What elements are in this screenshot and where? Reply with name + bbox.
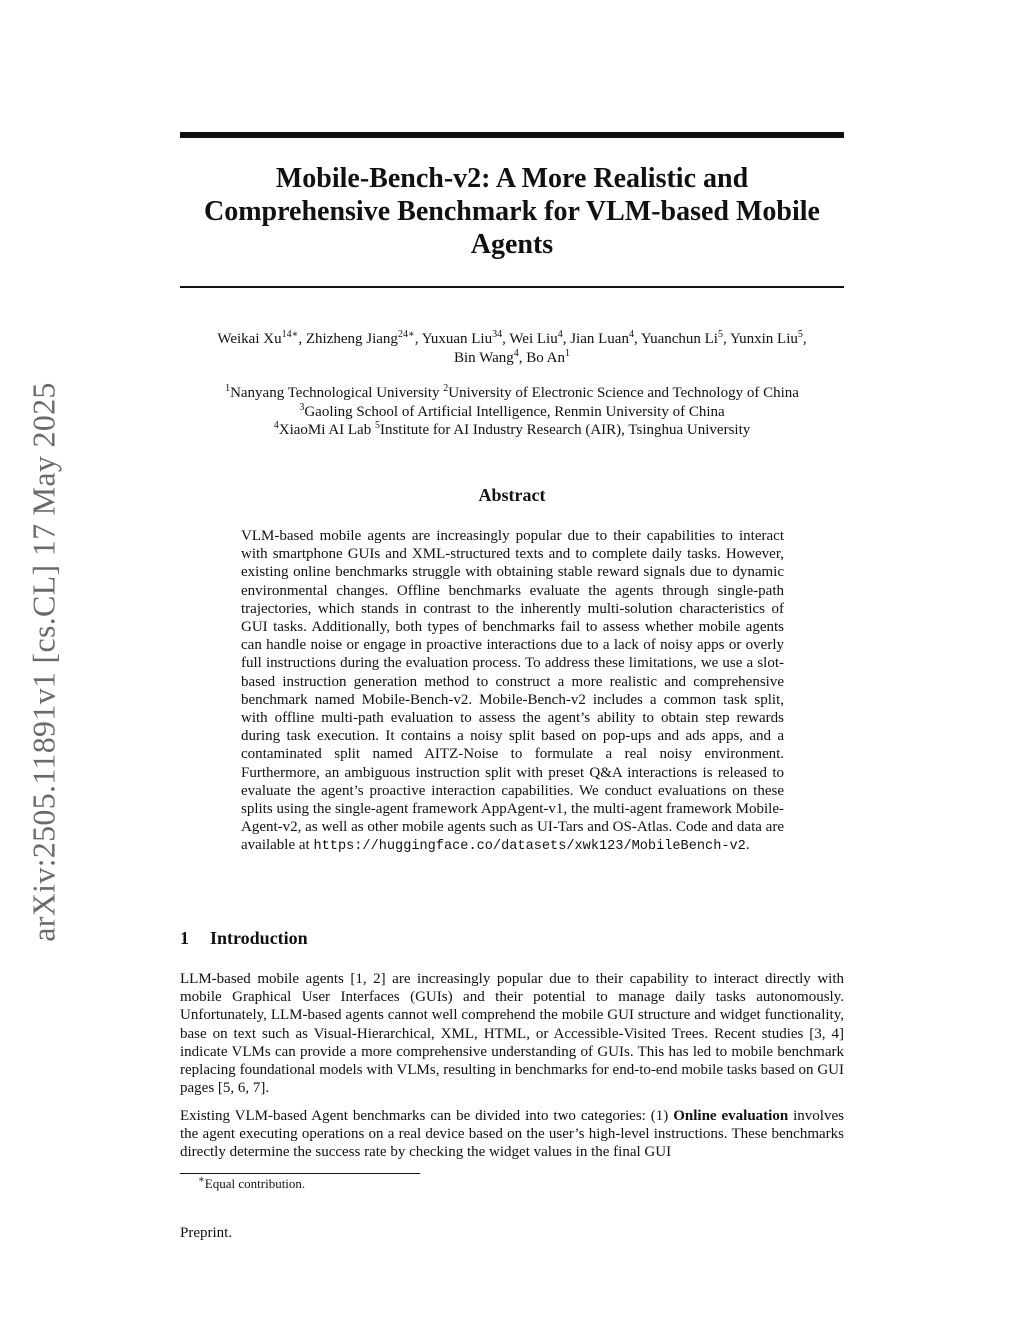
author: Bo An$^1$ (526, 348, 571, 366)
author: Yuanchun Li$^5$ (640, 329, 723, 347)
author: Zhizheng Jiang$^{24∗}$ (305, 329, 415, 347)
arxiv-stamp: arXiv:2505.11891v1 [cs.CL] 17 May 2025 (25, 382, 62, 942)
affiliation: $^5$Institute for AI Industry Research (AIR), Tsinghua University (374, 420, 751, 438)
title-bottom-rule (180, 286, 844, 288)
author: Weikai $Xu^{14∗}$ (217, 329, 299, 347)
author: Jian Luan$^4$ (570, 329, 634, 347)
abstract-heading: Abstract (478, 485, 546, 505)
paper-title: Mobile-Bench-v2: A More Realistic and Comprehensive Benchmark for VLM-based Mobile Agents (204, 163, 820, 260)
affiliation: $^2$University of Electronic Science and Technology of China (443, 383, 799, 401)
preprint-label: Preprint. (180, 1225, 233, 1241)
author: Bin Wang$^4$ (453, 348, 519, 366)
title-top-rule (180, 132, 844, 138)
intro-paragraph-1: LLM-based mobile agents [1, 2] are increasingly popular due to their capability to interact directly with mobile Graphical User Interfaces (GUIs) and their potential to manage daily tasks autonomously. Unfortunately, LLM-based agents cannot well comprehend the mobile GUI structure and widget functionality, base on text such as Visual-Hierarchical, XML, HTML, or Accessible-Visited Trees. Recent studies [3, 4] indicate VLMs can provide a more comprehensive understanding of GUIs. This has led to mobile benchmark replacing foundational models with VLMs, resulting in benchmarks for end-to-end mobile tasks based on GUI pages [5, 6, 7]. (180, 971, 844, 1097)
affiliation: $^1$Nanyang Technological University (225, 383, 440, 401)
author: Wei Liu$^4$ (509, 329, 563, 347)
author: Yunxin Liu$^5$ (729, 329, 803, 347)
affiliation-list (180, 384, 844, 440)
author-list: Weikai $Xu^{14∗}$, Zhizheng Jiang$^{24∗}$, Yuxuan Liu$^{34}$, Wei Liu$^4$, Jian Luan$^4$, Yuanchun Li$^5$, Yunxin Liu$^5$, Bin Wang$^4$, Bo An$^1$ (217, 329, 807, 366)
author: Yuxuan Liu$^{34}$ (421, 329, 503, 347)
abstract-body: VLM-based mobile agents are increasingly popular due to their capabilities to interact with smartphone GUIs and XML-structured texts and to complete daily tasks. However, existing online benchmarks struggle with obtaining stable reward signals due to dynamic environmental changes. Offline benchmarks evaluate the agents through single-path trajectories, which stands in contrast to the inherently multi-solution characteristics of GUI tasks. Additionally, both types of benchmarks fail to assess whether mobile agents can handle noise or engage in proactive interactions due to a lack of noisy apps or overly full instructions during the evaluation process. To address these limitations, we use a slot-based instruction generation method to construct a more realistic and comprehensive benchmark named Mobile-Bench-v2. Mobile-Bench-v2 includes a common task split, with offline multi-path evaluation to assess the agent’s ability to obtain step rewards during task execution. It contains a noisy split based on pop-ups and ads apps, and a contaminated split named AITZ-Noise to formulate a real noisy environment. Furthermore, an ambiguous instruction split with preset Q&A interactions is released to evaluate the agent’s proactive interaction capabilities. We conduct evaluations on these splits using the single-agent framework AppAgent-v1, the multi-agent framework Mobile-Agent-v2, as well as other mobile agents such as UI-Tars and OS-Atlas. Code and data are available at https://huggingface.co/datasets/xwk123/MobileBench-v2. (241, 528, 784, 855)
affiliation: $^4$XiaoMi AI Lab (273, 420, 372, 438)
section-heading-introduction: 1 Introduction (180, 928, 308, 948)
dataset-link[interactable]: https://huggingface.co/datasets/xwk123/MobileBench-v2 (313, 839, 746, 855)
footnote-rule (180, 1173, 420, 1174)
footnote: ∗Equal contribution. (198, 1174, 306, 1191)
intro-paragraph-2: Existing VLM-based Agent benchmarks can be divided into two categories: (1) Online evaluation involves the agent executing operations on a real device based on the user’s high-level instructions. These benchmarks directly determine the success rate by checking the widget values in the final GUI (180, 1108, 844, 1161)
affiliation: $^3$Gaoling School of Artificial Intelligence, Renmin University of China (299, 401, 725, 420)
